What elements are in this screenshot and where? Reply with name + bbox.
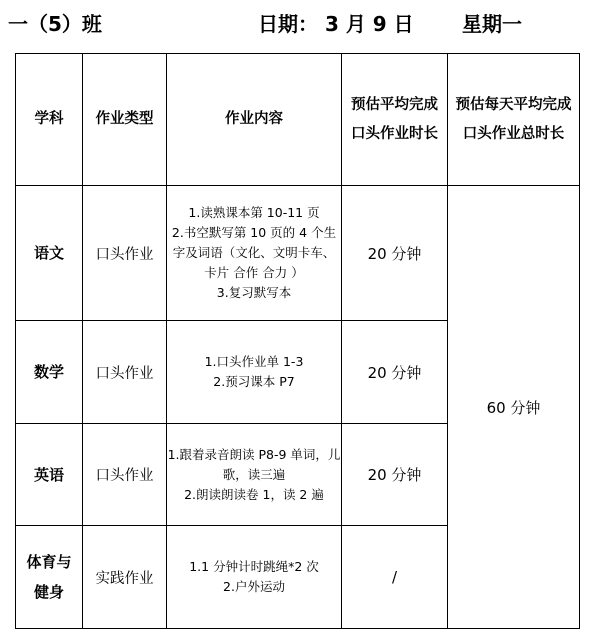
col-header-est-avg: 预估平均完成口头作业时长 [342, 54, 448, 186]
est-time-cell: 20 分钟 [342, 321, 448, 424]
table-header-row [16, 54, 580, 186]
subject-cell: 体育与健身 [16, 526, 83, 629]
content-item: 1.跟着录音朗读 P8-9 单词，儿歌，读三遍 [167, 446, 341, 482]
content-item: 2.预习课本 P7 [213, 374, 295, 389]
content-item: 2.户外运动 [223, 579, 285, 594]
type-cell: 口头作业 [83, 321, 167, 424]
est-time-cell: / [342, 526, 448, 629]
content-cell [167, 424, 342, 526]
date-label: 日期： 3 月 9 日 [258, 12, 414, 36]
content-cell [167, 321, 342, 424]
est-time-cell: 20 分钟 [342, 424, 448, 526]
content-cell [167, 526, 342, 629]
est-time-cell: 20 分钟 [342, 186, 448, 321]
weekday-label: 星期一 [462, 12, 522, 36]
col-header-type: 作业类型 [83, 54, 167, 186]
type-cell: 实践作业 [83, 526, 167, 629]
col-header-content: 作业内容 [167, 54, 342, 186]
class-label: 一（5）班 [8, 12, 102, 36]
table-row [16, 186, 580, 321]
col-header-subject: 学科 [16, 54, 83, 186]
subject-cell: 语文 [16, 186, 83, 321]
type-cell: 口头作业 [83, 424, 167, 526]
type-cell: 口头作业 [83, 186, 167, 321]
content-item: 1.1 分钟计时跳绳*2 次 [189, 559, 319, 574]
content-item: 1.读熟课本第 10-11 页 [188, 205, 320, 220]
subject-cell: 数学 [16, 321, 83, 424]
content-cell [167, 186, 342, 321]
subject-cell: 英语 [16, 424, 83, 526]
content-item: 3.复习默写本 [216, 285, 292, 300]
content-item: 1.口头作业单 1-3 [204, 354, 304, 369]
col-header-daily-total: 预估每天平均完成口头作业总时长 [448, 54, 580, 186]
daily-total-cell: 60 分钟 [448, 186, 580, 629]
homework-table [15, 53, 580, 629]
content-item: 2.朗读朗读卷 1，读 2 遍 [184, 486, 324, 502]
content-item: 2.书空默写第 10 页的 4 个生字及词语（文化、文明卡车、卡片 合作 合力 ） [171, 225, 337, 280]
